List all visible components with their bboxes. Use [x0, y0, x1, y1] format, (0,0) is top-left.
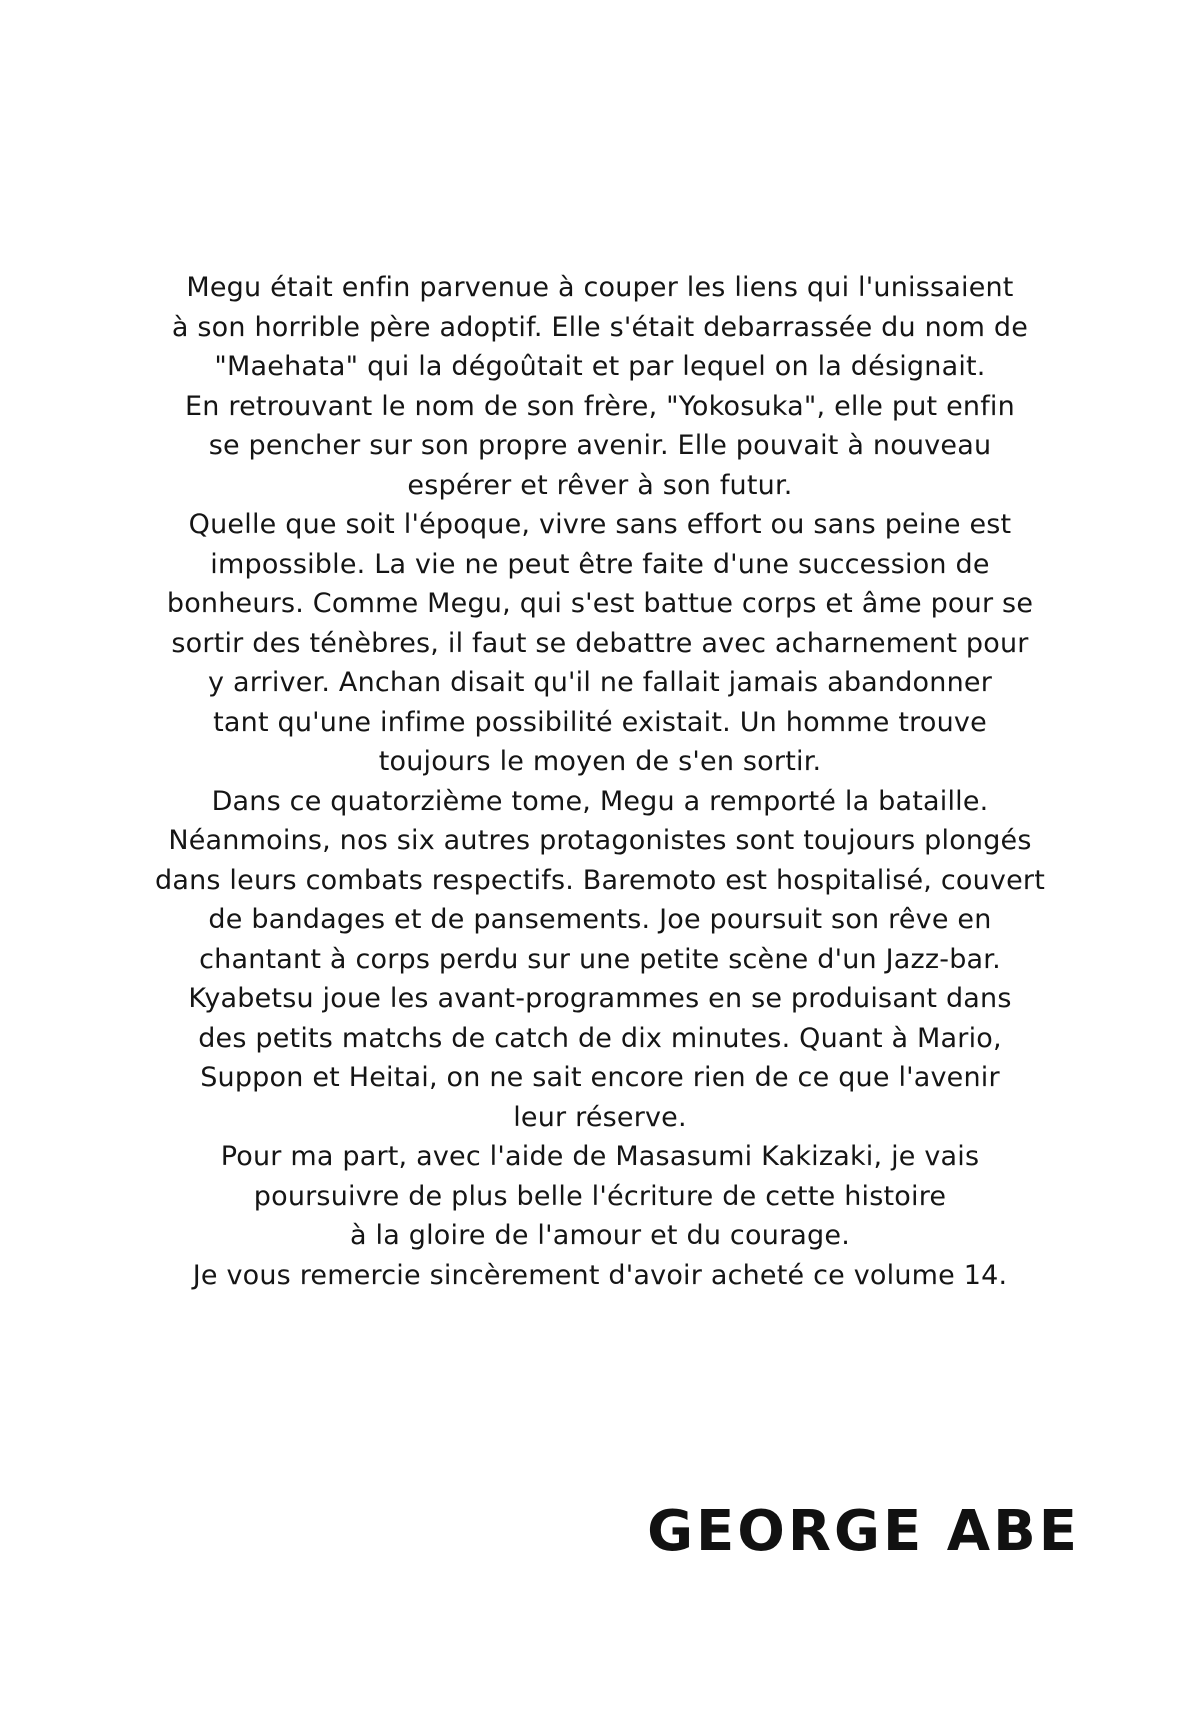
afterword-line: chantant à corps perdu sur une petite scène d'un Jazz-bar. — [199, 943, 1001, 975]
afterword-line: espérer et rêver à son futur. — [407, 469, 793, 501]
afterword-line: Pour ma part, avec l'aide de Masasumi Kakizaki, je vais — [220, 1141, 980, 1172]
afterword-line: toujours le moyen de s'en sortir. — [378, 746, 822, 777]
afterword-line: Dans ce quatorzième tome, Megu a remporté la bataille. — [211, 785, 989, 817]
afterword-line: Quelle que soit l'époque, vivre sans effort ou sans peine est — [188, 509, 1012, 540]
afterword-text — [150, 268, 1050, 1295]
afterword-line: y arriver. Anchan disait qu'il ne fallait jamais abandonner — [207, 667, 993, 698]
afterword-line: impossible. La vie ne peut être faite d'une succession de — [210, 548, 990, 580]
afterword-line: Suppon et Heitai, on ne sait encore rien de ce que l'avenir — [200, 1062, 1000, 1093]
afterword-line: tant qu'une infime possibilité existait. Un homme trouve — [213, 706, 987, 738]
afterword-line: Néanmoins, nos six autres protagonistes sont toujours plongés — [168, 825, 1032, 856]
afterword-line: dans leurs combats respectifs. Baremoto est hospitalisé, couvert — [154, 864, 1046, 896]
afterword-line: Kyabetsu joue les avant-programmes en se produisant dans — [188, 983, 1012, 1014]
afterword-line: leur réserve. — [513, 1101, 687, 1133]
afterword-line: Je vous remercie sincèrement d'avoir acheté ce volume 14. — [192, 1259, 1008, 1291]
afterword-line: poursuivre de plus belle l'écriture de cette histoire — [253, 1180, 947, 1212]
afterword-line: des petits matchs de catch de dix minutes. Quant à Mario, — [198, 1022, 1002, 1054]
afterword-line: "Maehata" qui la dégoûtait et par lequel on la désignait. — [214, 351, 986, 382]
author-signature: GEORGE ABE — [647, 1499, 1080, 1564]
afterword-line: Megu était enfin parvenue à couper les liens qui l'unissaient — [186, 272, 1014, 303]
afterword-line: de bandages et de pansements. Joe poursuit son rêve en — [208, 904, 992, 935]
afterword-line: En retrouvant le nom de son frère, "Yokosuka", elle put enfin — [185, 390, 1015, 422]
afterword-line: bonheurs. Comme Megu, qui s'est battue corps et âme pour se — [166, 588, 1034, 619]
afterword-line: à la gloire de l'amour et du courage. — [349, 1220, 850, 1251]
afterword-line: sortir des ténèbres, il faut se debattre avec acharnement pour — [171, 627, 1029, 659]
afterword-line: à son horrible père adoptif. Elle s'était debarrassée du nom de — [171, 311, 1029, 343]
afterword-line: se pencher sur son propre avenir. Elle pouvait à nouveau — [208, 430, 992, 461]
